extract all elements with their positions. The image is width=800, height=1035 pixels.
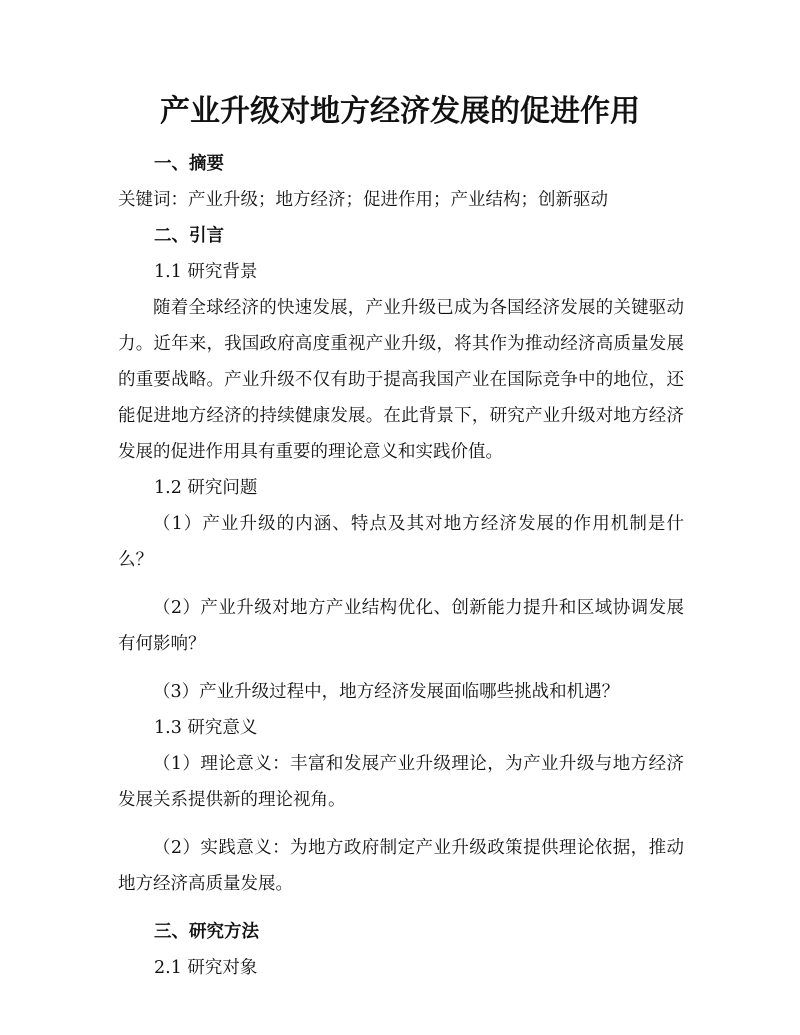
significance-item-2: （2）实践意义：为地方政府制定产业升级政策提供理论依据，推动地方经济高质量发展。 xyxy=(118,838,684,894)
section-heading-introduction: 二、引言 xyxy=(154,226,224,246)
section-heading-methods: 三、研究方法 xyxy=(154,922,259,942)
paragraph-background: 随着全球经济的快速发展，产业升级已成为各国经济发展的关键驱动力。近年来，我国政府高度重视产业升级，将其作为推动经济高质量发展的重要战略。产业升级不仅有助于提高我国产业在国际竞争中的地位，还能促进地方经济的持续健康发展。在此背景下，研究产业升级对地方经济发展的促进作用具有重要的理论意义和实践价值。 xyxy=(118,298,684,462)
document-title: 产业升级对地方经济发展的促进作用 xyxy=(160,94,640,129)
subsection-heading-background: 1.1 研究背景 xyxy=(154,262,258,282)
document-body xyxy=(118,146,684,986)
question-item-2: （2）产业升级对地方产业结构优化、创新能力提升和区域协调发展有何影响？ xyxy=(118,598,684,654)
question-item-1: （1）产业升级的内涵、特点及其对地方经济发展的作用机制是什么？ xyxy=(118,514,684,570)
section-heading-abstract: 一、摘要 xyxy=(154,154,224,174)
subsection-heading-questions: 1.2 研究问题 xyxy=(154,478,258,498)
subsection-heading-research-object: 2.1 研究对象 xyxy=(154,958,258,978)
subsection-heading-significance: 1.3 研究意义 xyxy=(154,718,258,738)
significance-item-1: （1）理论意义：丰富和发展产业升级理论，为产业升级与地方经济发展关系提供新的理论视角。 xyxy=(118,754,684,810)
question-item-3: （3）产业升级过程中，地方经济发展面临哪些挑战和机遇？ xyxy=(153,682,620,702)
keywords-line: 关键词：产业升级；地方经济；促进作用；产业结构；创新驱动 xyxy=(118,190,608,210)
